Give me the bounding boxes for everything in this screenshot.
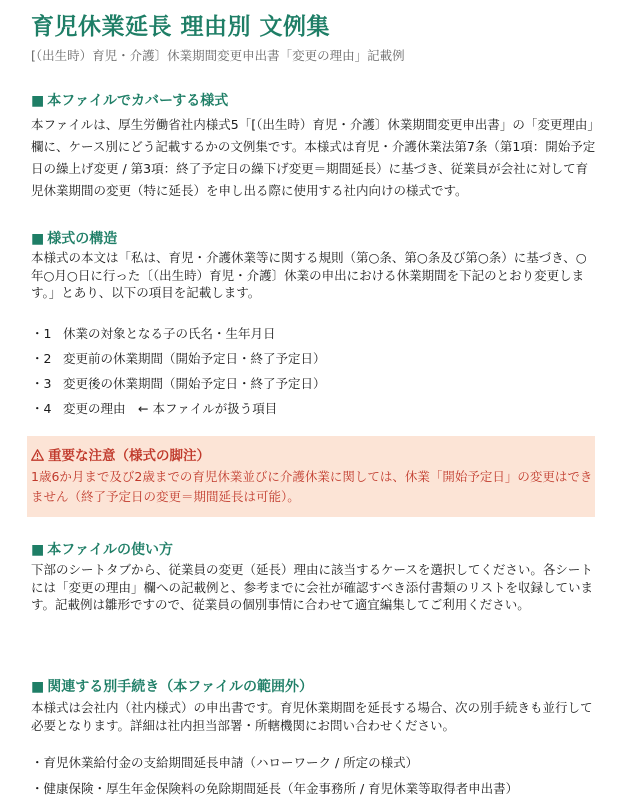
list-item: ・4 変更の理由 ← 本ファイルが扱う項目 [31,401,278,416]
section-body-usage: 下部のシートタブから、従業員の変更（延長）理由に該当するケースを選択してください。各シートには「変更の理由」欄への記載例と、参考までに会社が確認すべき添付書類のリストを収録しています。記載例は雛形ですので、従業員の個別事情に合わせて適宜編集してご利用ください。 [31,562,594,612]
page-title: 育児休業延長 理由別 文例集 [31,14,331,40]
section-body-related: 本様式は会社内（社内様式）の申出書です。育児休業期間を延長する場合、次の別手続きも並行して必要となります。詳細は社内担当部署・所轄機関にお問い合わせください。 [31,700,593,733]
list-item: ・1 休業の対象となる子の氏名・生年月日 [31,326,276,341]
section-heading-structure: ■ 様式の構造 [31,231,118,247]
warning-heading: 重要な注意（様式の脚注） [31,444,210,464]
warning-icon [31,449,44,461]
warning-box [27,436,595,517]
list-item: ・育児休業給付金の支給期間延長申請（ハローワーク / 所定の様式） [31,755,419,770]
list-item: ・3 変更後の休業期間（開始予定日・終了予定日） [31,376,326,391]
warning-body: 1歳6か月まで及び2歳までの育児休業並びに介護休業に関しては、休業「開始予定日」の変更はできません（終了予定日の変更＝期間延長は可能）。 [31,469,593,504]
square-bullet-icon: ■ [31,679,45,695]
square-bullet-icon: ■ [31,542,45,558]
list-item: ・2 変更前の休業期間（開始予定日・終了予定日） [31,351,326,366]
square-bullet-icon: ■ [31,231,45,247]
page-subtitle: [（出生時）育児・介護〕休業期間変更申出書「変更の理由」記載例 [31,48,405,63]
section-body-structure: 本様式の本文は「私は、育児・介護休業等に関する規則（第○条、第○条及び第○条）に基づき、○年○月○日に行った〔（出生時）育児・介護〕休業の申出における休業期間を下記のとおり変更します。」とあり、以下の項目を記載します。 [31,250,587,300]
section-heading-coverage: ■ 本ファイルでカバーする様式 [31,93,229,109]
section-heading-related: ■ 関連する別手続き（本ファイルの範囲外） [31,679,313,695]
list-item: ・健康保険・厚生年金保険料の免除期間延長（年金事務所 / 育児休業等取得者申出書） [31,781,519,796]
section-heading-usage: ■ 本ファイルの使い方 [31,542,173,558]
square-bullet-icon: ■ [31,93,45,109]
section-body-coverage: 本ファイルは、厚生労働省社内様式5「[（出生時）育児・介護〕休業期間変更申出書」の「変更理由」欄に、ケース別にどう記載するかの文例集です。本様式は育児・介護休業法第7条（第1項：開始予定日の繰上げ変更 / 第3項：終了予定日の繰下げ変更＝期間延長）に基づき、従業員が会社に対して育児休業期間の変更（特に延長）を申し出る際に使用する社内向けの様式です。 [31,117,596,198]
